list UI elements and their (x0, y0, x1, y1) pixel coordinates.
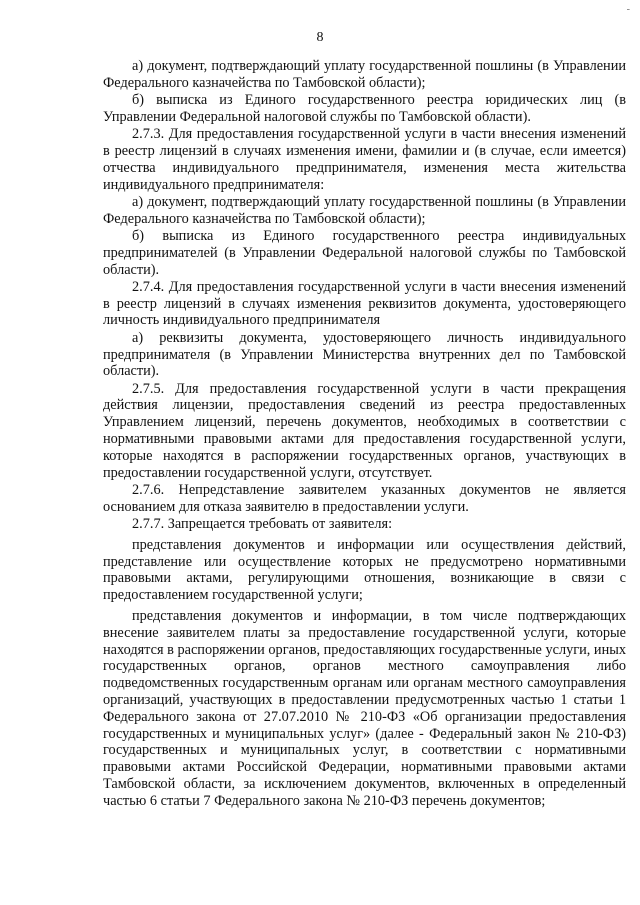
paragraph-2-7-2-a: а) документ, подтверждающий уплату государственной пошлины (в Управлении Федерального казначейства по Тамбовской области); (103, 58, 626, 91)
paragraph-2-7-4-a: а) реквизиты документа, удостоверяющего личность индивидуального предпринимателя (в Управлении Министерства внутренних дел по Тамбовской области). (103, 329, 626, 380)
paragraph-2-7-4: 2.7.4. Для предоставления государственной услуги в части внесения изменений в реестр лицензий в случаях изменения реквизитов документа, удостоверяющего личность индивидуального предпринимателя (103, 278, 626, 329)
corner-mark: - (626, 4, 630, 15)
page-number: 8 (316, 30, 324, 45)
paragraph-2-7-6: 2.7.6. Непредставление заявителем указанных документов не является основанием для отказа заявителю в предоставлении услуги. (103, 481, 626, 515)
paragraph-2-7-5: 2.7.5. Для предоставления государственной услуги в части прекращения действия лицензии, предоставления сведений из реестра предоставленных Управлением лицензий, перечень документов, необходимых в соответствии с нормативными правовыми актами для предоставления государственной услуги, которые находятся в распоряжении государственных органов, участвующих в предоставлении государственной услуги, отсутствует. (103, 380, 626, 481)
paragraph-2-7-3: 2.7.3. Для предоставления государственной услуги в части внесения изменений в реестр лицензий в случаях изменения имени, фамилии и (в случае, если имеется) отчества индивидуального предпринимателя, изменения места жительства индивидуального предпринимателя: (103, 126, 626, 193)
document-body (103, 58, 626, 810)
paragraph-2-7-3-a: а) документ, подтверждающий уплату государственной пошлины (в Управлении Федерального казначейства по Тамбовской области); (103, 193, 626, 227)
paragraph-2-7-7: 2.7.7. Запрещается требовать от заявителя: (132, 516, 393, 533)
paragraph-2-7-7-item-1: представления документов и информации или осуществления действий, представление или осуществление которых не предусмотрено нормативными правовыми актами, регулирующими отношения, возникающие в связи с предоставлением государственной услуги; (103, 536, 626, 604)
paragraph-2-7-7-item-2: представления документов и информации, в том числе подтверждающих внесение заявителем платы за предоставление государственной услуги, которые находятся в распоряжении органов, предоставляющих государственные услуги, иных государственных органов, органов местного самоуправления либо подведомственных государственным органам или органам местного самоуправления организаций, участвующих в предоставлении предусмотренных частью 1 статьи 1 Федерального закона от 27.07.2010 № 210-ФЗ «Об организации предоставления государственных и муниципальных услуг» (далее - Федеральный закон № 210-ФЗ) государственных и муниципальных услуг, в соответствии с нормативными правовыми актами Российской Федерации, нормативными правовыми актами Тамбовской области, за исключением документов, включенных в определенный частью 6 статьи 7 Федерального закона № 210-ФЗ перечень документов; (103, 608, 626, 809)
paragraph-2-7-2-b: б) выписка из Единого государственного реестра юридических лиц (в Управлении Федеральной налоговой службы по Тамбовской области). (103, 92, 626, 125)
paragraph-2-7-3-b: б) выписка из Единого государственного реестра индивидуальных предпринимателей (в Управлении Федеральной налоговой службы по Тамбовской области). (103, 227, 626, 278)
